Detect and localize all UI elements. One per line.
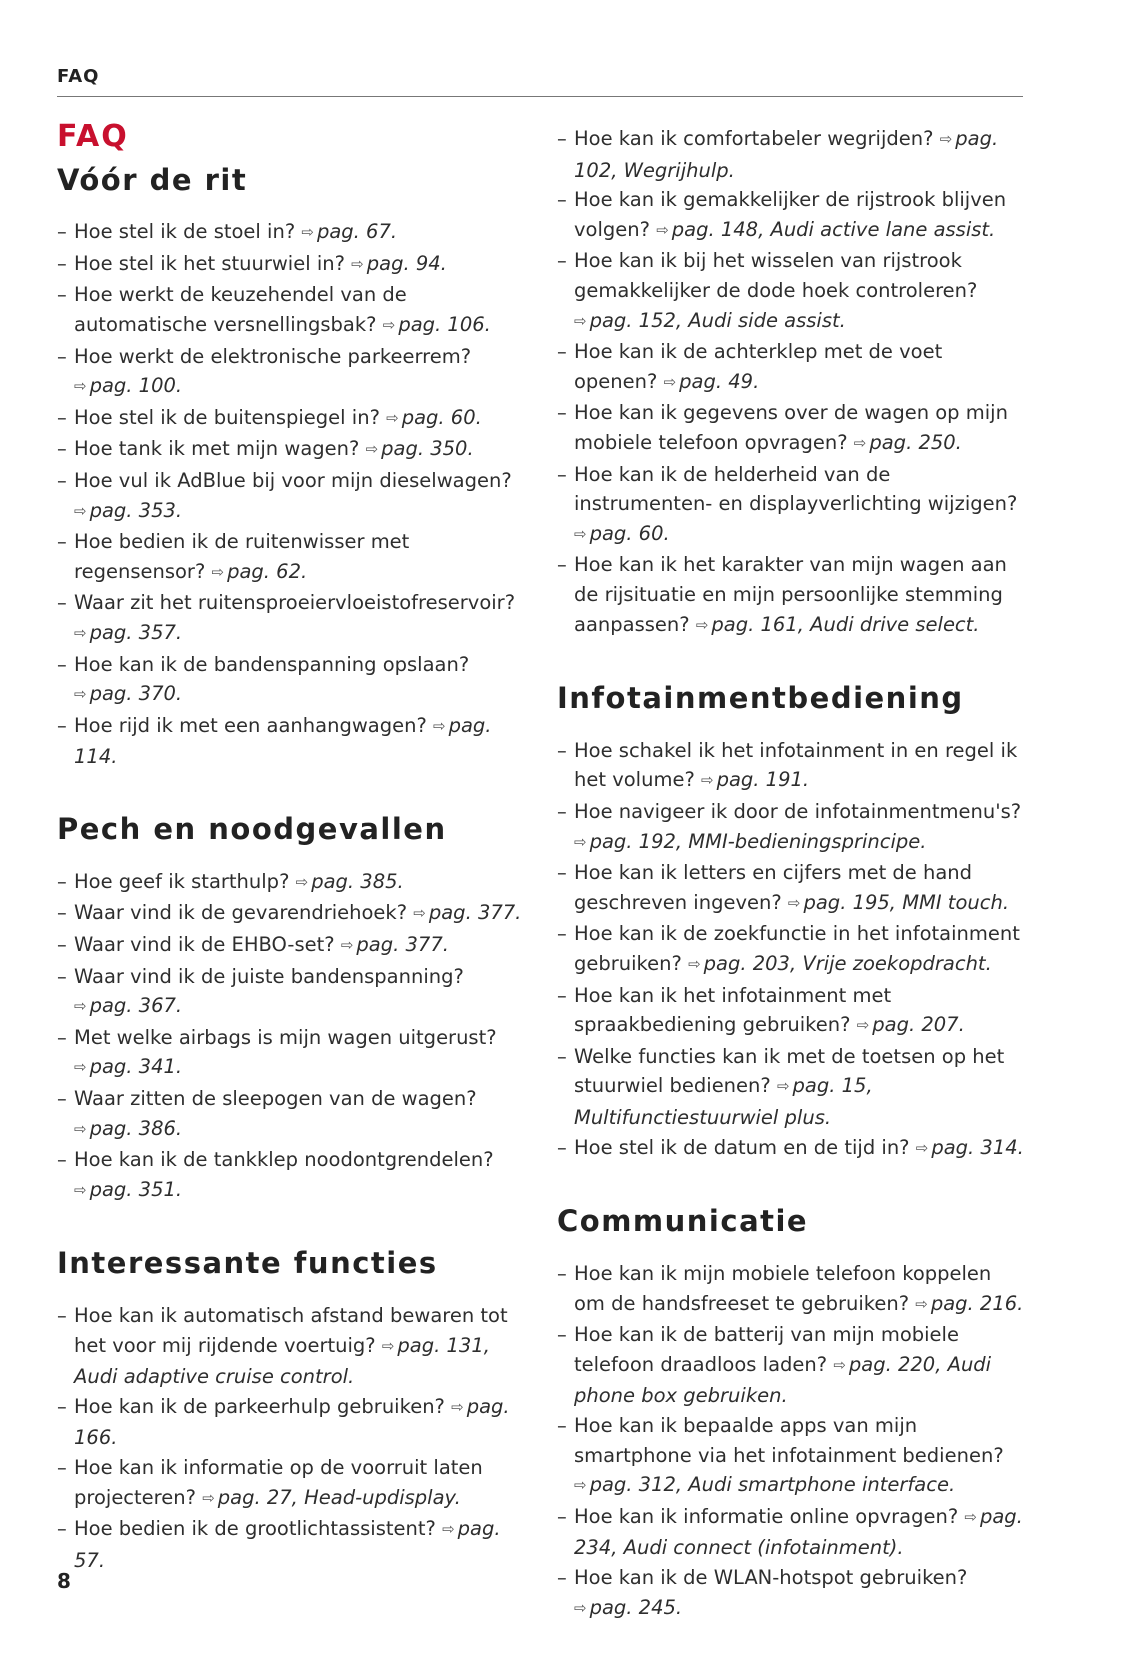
faq-question: Hoe kan ik de batterij van mijn mobiele telefoon draadloos laden? [574, 1323, 959, 1376]
faq-question: Hoe kan ik de achterklep met de voet openen? [574, 340, 943, 393]
faq-item [57, 1145, 527, 1206]
faq-item [57, 1514, 527, 1575]
page-reference-link[interactable]: pag. 60. [589, 521, 670, 545]
page-reference-link[interactable]: pag. 114. [74, 713, 492, 769]
faq-item [57, 898, 527, 930]
page-reference-link[interactable]: pag. 100. [89, 374, 183, 398]
faq-question: Hoe kan ik informatie online opvragen? [574, 1504, 959, 1528]
faq-item [557, 1563, 1027, 1624]
arrow-right-icon: ⇨ [382, 316, 396, 335]
faq-question: Hoe stel ik de buitenspiegel in? [74, 405, 380, 429]
page-reference-link[interactable]: pag. 148, Audi active lane assist. [671, 217, 996, 241]
faq-item [57, 711, 527, 772]
page-reference-link[interactable]: pag. 62. [227, 559, 308, 583]
faq-item [57, 1084, 527, 1145]
arrow-right-icon: ⇨ [915, 1138, 929, 1157]
page-reference-link[interactable]: pag. 161, Audi drive select. [711, 612, 980, 636]
page-reference-link[interactable]: pag. 351. [89, 1177, 183, 1201]
faq-item [57, 434, 527, 466]
faq-question: Hoe kan ik gemakkelijker de rijstrook blijven volgen? [574, 188, 1007, 241]
page-reference-link[interactable]: pag. 250. [869, 430, 962, 454]
faq-item [557, 124, 1027, 185]
arrow-right-icon: ⇨ [74, 685, 87, 704]
faq-question: Hoe kan ik mijn mobiele telefoon koppelen om de handsfreeset te gebruiken? [574, 1262, 992, 1315]
page-reference-link[interactable]: pag. 60. [401, 405, 482, 429]
faq-list-interessante-functies [57, 1301, 527, 1575]
faq-item [57, 588, 527, 649]
faq-list-pech-en-noodgevallen [57, 867, 527, 1207]
faq-question: Hoe rijd ik met een aanhangwagen? [74, 713, 427, 737]
section-title-interessante-functies: Interessante functies [57, 1246, 438, 1281]
arrow-right-icon: ⇨ [574, 311, 587, 330]
faq-item [557, 185, 1027, 246]
faq-question: Hoe vul ik AdBlue bij voor mijn dieselwagen? [74, 469, 512, 493]
running-header: FAQ [57, 66, 100, 87]
section-title-voor-de-rit: Vóór de rit [57, 162, 248, 197]
faq-item [557, 736, 1027, 797]
page-reference-link[interactable]: pag. 216. [930, 1291, 1024, 1315]
arrow-right-icon: ⇨ [574, 1476, 587, 1495]
faq-item [57, 280, 527, 341]
faq-question: Met welke airbags is mijn wagen uitgerust? [74, 1025, 497, 1049]
faq-question: Hoe kan ik bij het wisselen van rijstrook gemakkelijker de dode hoek controleren? [574, 249, 978, 302]
faq-question: Hoe kan ik de bandenspanning opslaan? [74, 652, 470, 676]
faq-question: Waar zitten de sleepogen van de wagen? [74, 1086, 477, 1110]
arrow-right-icon: ⇨ [833, 1355, 846, 1374]
page-reference-link[interactable]: pag. 370. [89, 682, 183, 706]
faq-item [57, 527, 527, 588]
faq-question: Hoe kan ik de parkeerhulp gebruiken? [74, 1394, 445, 1418]
faq-question: Hoe werkt de keuzehendel van de automatische versnellingsbak? [74, 283, 407, 337]
arrow-right-icon: ⇨ [451, 1397, 464, 1416]
page-reference-link[interactable]: pag. 106. [398, 313, 491, 337]
page-reference-link[interactable]: pag. 234, Audi connect (infotainment). [574, 1504, 1023, 1560]
arrow-right-icon: ⇨ [202, 1488, 215, 1507]
header-divider [57, 96, 1023, 97]
arrow-right-icon: ⇨ [663, 372, 677, 391]
page-reference-link[interactable]: pag. 166. [74, 1394, 510, 1450]
arrow-right-icon: ⇨ [381, 1336, 395, 1355]
arrow-right-icon: ⇨ [365, 440, 379, 459]
faq-item [57, 962, 527, 1023]
faq-item [57, 1023, 527, 1084]
faq-item [557, 919, 1027, 980]
arrow-right-icon: ⇨ [211, 562, 225, 581]
arrow-right-icon: ⇨ [964, 1507, 977, 1526]
faq-item [557, 1259, 1027, 1320]
left-column [57, 120, 527, 1575]
faq-item [57, 1453, 527, 1514]
page-reference-link[interactable]: pag. 191. [716, 768, 810, 792]
faq-item [57, 1392, 527, 1453]
page-reference-link[interactable]: pag. 341. [89, 1055, 183, 1079]
page-reference-link[interactable]: pag. 367. [89, 994, 183, 1018]
section-title-infotainmentbediening: Infotainmentbediening [557, 681, 964, 716]
faq-question: Hoe kan ik comfortabeler wegrijden? [574, 127, 934, 150]
faq-list-infotainmentbediening [557, 736, 1027, 1164]
faq-item [57, 217, 527, 249]
arrow-right-icon: ⇨ [74, 1180, 87, 1199]
arrow-right-icon: ⇨ [351, 254, 364, 273]
arrow-right-icon: ⇨ [656, 220, 669, 239]
page-number: 8 [57, 1569, 71, 1593]
faq-question: Hoe bedien ik de grootlichtassistent? [74, 1517, 436, 1541]
faq-question: Hoe schakel ik het infotainment in en regel ik het volume? [574, 738, 1018, 792]
page-reference-link[interactable]: pag. 357. [89, 621, 183, 645]
faq-question: Hoe kan ik het karakter van mijn wagen aan de rijsituatie en mijn persoonlijke stemming aanpassen? [574, 553, 1007, 636]
arrow-right-icon: ⇨ [74, 997, 87, 1016]
faq-question: Hoe navigeer ik door de infotainmentmenu's? [574, 800, 1022, 824]
arrow-right-icon: ⇨ [74, 377, 87, 396]
section-title-communicatie: Communicatie [557, 1204, 809, 1239]
faq-item [57, 342, 527, 403]
arrow-right-icon: ⇨ [688, 955, 701, 974]
faq-item [57, 466, 527, 527]
faq-question: Waar vind ik de gevarendriehoek? [74, 901, 408, 925]
faq-question: Hoe kan ik de helderheid van de instrumenten- en displayverlichting wijzigen? [574, 462, 1018, 516]
faq-list-voor-de-rit [57, 217, 527, 772]
faq-item [557, 398, 1027, 459]
page-reference-link[interactable]: pag. 152, Audi side assist. [589, 308, 846, 332]
page-reference-link[interactable]: pag. 195, MMI touch. [803, 890, 1010, 914]
faq-question: Hoe kan ik het infotainment met spraakbediening gebruiken? [574, 983, 892, 1037]
faq-list-interessante-functies-continued [557, 124, 1027, 641]
faq-list-communicatie [557, 1259, 1027, 1624]
arrow-right-icon: ⇨ [915, 1294, 928, 1313]
arrow-right-icon: ⇨ [776, 1077, 790, 1096]
arrow-right-icon: ⇨ [574, 1598, 587, 1617]
page-reference-link[interactable]: pag. 377. [356, 932, 449, 956]
page-reference-link[interactable]: pag. 131, Audi adaptive cruise control. [74, 1333, 490, 1389]
page-reference-link[interactable]: pag. 49. [679, 369, 760, 393]
faq-item [57, 867, 527, 899]
arrow-right-icon: ⇨ [301, 223, 314, 242]
faq-item [557, 246, 1027, 337]
faq-question: Hoe geef ik starthulp? [74, 869, 290, 893]
arrow-right-icon: ⇨ [295, 872, 309, 891]
faq-item [57, 1301, 527, 1392]
faq-item [57, 403, 527, 435]
page-reference-link[interactable]: pag. 102, Wegrijhulp. [574, 127, 999, 182]
faq-item [557, 550, 1027, 641]
faq-item [557, 337, 1027, 398]
page-reference-link[interactable]: pag. 353. [89, 498, 183, 522]
arrow-right-icon: ⇨ [574, 832, 587, 851]
arrow-right-icon: ⇨ [701, 771, 714, 790]
page-reference-link[interactable]: pag. 386. [89, 1116, 183, 1140]
page-reference-link[interactable]: pag. 57. [74, 1517, 501, 1572]
faq-item [57, 930, 527, 962]
arrow-right-icon: ⇨ [74, 1058, 87, 1077]
right-column [557, 124, 1027, 1624]
arrow-right-icon: ⇨ [695, 615, 709, 634]
faq-question: Hoe kan ik automatisch afstand bewaren tot het voor mij rijdende voertuig? [74, 1304, 508, 1357]
page-reference-link[interactable]: pag. 245. [589, 1595, 683, 1619]
faq-question: Hoe stel ik het stuurwiel in? [74, 251, 345, 275]
faq-question: Hoe werkt de elektronische parkeerrem? [74, 344, 472, 368]
arrow-right-icon: ⇨ [386, 408, 399, 427]
faq-question: Waar vind ik de juiste bandenspanning? [74, 964, 464, 988]
arrow-right-icon: ⇨ [74, 501, 87, 520]
arrow-right-icon: ⇨ [340, 935, 354, 954]
faq-item [57, 249, 527, 281]
page-reference-link[interactable]: pag. 15, Multifunctiestuurwiel plus. [574, 1074, 873, 1130]
faq-item [557, 797, 1027, 858]
page-reference-link[interactable]: pag. 312, Audi smartphone interface. [589, 1473, 956, 1497]
faq-title: FAQ [57, 119, 129, 154]
faq-question: Hoe kan ik de tankklep noodontgrendelen? [74, 1148, 494, 1172]
faq-item [557, 1502, 1027, 1563]
arrow-right-icon: ⇨ [853, 433, 867, 452]
page-reference-link[interactable]: pag. 377. [428, 901, 522, 925]
faq-question: Waar vind ik de EHBO-set? [74, 932, 335, 956]
arrow-right-icon: ⇨ [413, 904, 426, 923]
faq-item [557, 460, 1027, 551]
arrow-right-icon: ⇨ [442, 1520, 455, 1539]
page-reference-link[interactable]: pag. 192, MMI-bedieningsprincipe. [589, 829, 927, 853]
arrow-right-icon: ⇨ [433, 716, 446, 735]
page-reference-link[interactable]: pag. 94. [366, 251, 447, 275]
faq-item [557, 1042, 1027, 1133]
faq-item [557, 1411, 1027, 1502]
faq-question: Hoe stel ik de stoel in? [74, 220, 296, 244]
faq-item [557, 981, 1027, 1042]
faq-question: Hoe bedien ik de ruitenwisser met regensensor? [74, 530, 410, 583]
faq-question: Waar zit het ruitensproeiervloeistofreservoir? [74, 591, 516, 615]
arrow-right-icon: ⇨ [74, 624, 87, 643]
faq-item [557, 1320, 1027, 1411]
page-reference-link[interactable]: pag. 314. [931, 1135, 1024, 1159]
faq-question: Hoe stel ik de datum en de tijd in? [574, 1135, 910, 1159]
arrow-right-icon: ⇨ [939, 130, 953, 148]
faq-question: Hoe kan ik gegevens over de wagen op mijn mobiele telefoon opvragen? [574, 401, 1008, 454]
arrow-right-icon: ⇨ [787, 893, 801, 912]
page-reference-link[interactable]: pag. 220, Audi phone box gebruiken. [574, 1352, 992, 1408]
arrow-right-icon: ⇨ [856, 1016, 870, 1035]
arrow-right-icon: ⇨ [74, 1119, 87, 1138]
faq-question: Hoe tank ik met mijn wagen? [74, 437, 360, 461]
page-reference-link[interactable]: pag. 350. [381, 437, 474, 461]
faq-question: Welke functies kan ik met de toetsen op het stuurwiel bedienen? [574, 1044, 1005, 1098]
arrow-right-icon: ⇨ [574, 524, 587, 543]
faq-question: Hoe kan ik letters en cijfers met de hand geschreven ingeven? [574, 861, 973, 914]
page-reference-link[interactable]: pag. 27, Head-updisplay. [217, 1485, 461, 1509]
page-reference-link[interactable]: pag. 203, Vrije zoekopdracht. [703, 952, 992, 976]
faq-item [57, 650, 527, 711]
faq-item [557, 1133, 1027, 1165]
faq-question: Hoe kan ik bepaalde apps van mijn smartphone via het infotainment bedienen? [574, 1413, 1004, 1467]
page-reference-link[interactable]: pag. 67. [316, 220, 398, 244]
faq-question: Hoe kan ik de zoekfunctie in het infotainment gebruiken? [574, 922, 1020, 976]
page-reference-link[interactable]: pag. 207. [872, 1013, 965, 1037]
page-reference-link[interactable]: pag. 385. [311, 869, 404, 893]
faq-question: Hoe kan ik de WLAN-hotspot gebruiken? [574, 1565, 968, 1589]
section-title-pech-en-noodgevallen: Pech en noodgevallen [57, 811, 447, 846]
faq-question: Hoe kan ik informatie op de voorruit laten projecteren? [74, 1456, 483, 1509]
faq-item [557, 858, 1027, 919]
